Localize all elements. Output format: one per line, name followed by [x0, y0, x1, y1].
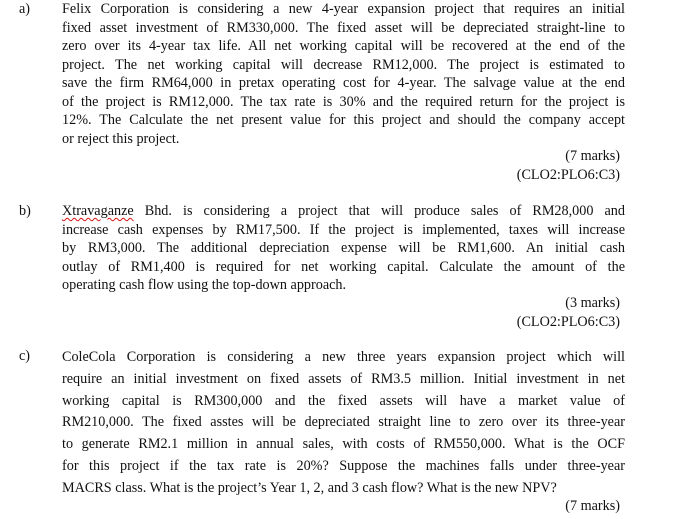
text-line: ColeCola Corporation is considering a new three years expansion project which will — [62, 349, 625, 365]
text-line: RM210,000. The fixed asstes will be depreciated straight line to zero over its three-year — [62, 414, 625, 431]
text-line: increase cash expenses by RM17,500. If the project is implemented, taxes will increase — [62, 221, 625, 238]
question-text — [62, 0, 625, 148]
text-line: by RM3,000. The additional depreciation expense will be RM1,600. An initial cash — [62, 240, 625, 256]
marks-block — [517, 147, 620, 184]
text-line: save the firm RM64,000 in pretax operating cost for 4-year. The salvage value at the end — [62, 75, 625, 91]
question-letter: a) — [19, 1, 31, 17]
marks-block — [517, 294, 620, 331]
text-line — [62, 202, 625, 221]
text-line: project. The net working capital will decrease RM12,000. The project is estimated to — [62, 56, 625, 73]
text-line: of the project is RM12,000. The tax rate is 30% and the required return for the project is — [62, 93, 625, 110]
text-line: to generate RM2.1 million in annual sales, with costs of RM550,000. What is the OCF — [62, 436, 625, 453]
text-line: 12%. The Calculate the net present value for this project and should the company accept — [62, 112, 625, 128]
marks-label: (3 marks) — [565, 295, 620, 311]
marks-label: (7 marks) — [565, 148, 620, 164]
text-line-rest: Bhd. is considering a project that will produce sales of RM28,000 and — [133, 203, 625, 219]
question-letter: b) — [19, 203, 31, 219]
text-line: require an initial investment on fixed assets of RM3.5 million. Initial investment in net — [62, 370, 625, 387]
text-line: working capital is RM300,000 and the fixed assets will have a market value of — [62, 392, 625, 409]
text-line: or reject this project. — [62, 130, 180, 147]
question-letter: c) — [19, 348, 31, 364]
spellcheck-underlined-word: Xtravaganze — [62, 203, 134, 219]
text-line: Felix Corporation is considering a new 4-year expansion project that requires an initial — [62, 1, 625, 17]
text-line: fixed asset investment of RM330,000. The fixed asset will be depreciated straight-line to — [62, 19, 625, 36]
text-line: outlay of RM1,400 is required for net working capital. Calculate the amount of the — [62, 258, 625, 275]
text-line: zero over its 4-year tax life. All net working capital will be recovered at the end of the — [62, 38, 625, 54]
question-text — [62, 347, 625, 500]
clo-label: (CLO2:PLO6:C3) — [516, 166, 620, 183]
text-line: MACRS class. What is the project’s Year 1, 2, and 3 cash flow? What is the new NPV? — [62, 479, 557, 496]
text-line: operating cash flow using the top-down approach. — [62, 277, 347, 293]
marks-label: (7 marks) — [565, 498, 620, 514]
marks-block — [565, 497, 620, 516]
clo-label: (CLO2:PLO6:C3) — [516, 313, 620, 330]
text-line: for this project if the tax rate is 20%? Suppose the machines falls under three-year — [62, 457, 625, 474]
question-text — [62, 202, 625, 295]
